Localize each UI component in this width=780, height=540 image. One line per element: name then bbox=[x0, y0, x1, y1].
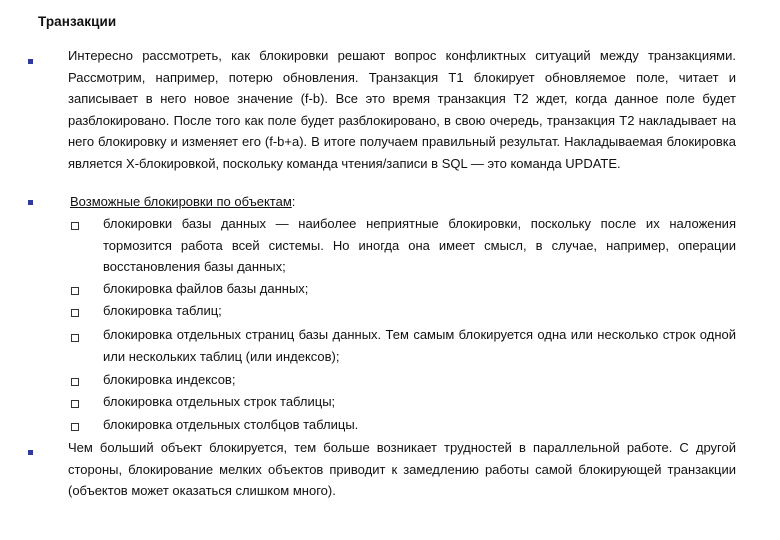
sub-item-column-locks: блокировка отдельных столбцов таблицы. bbox=[103, 417, 359, 432]
sub-item-database-locks: блокировки базы данных — наиболее неприятные блокировки, поскольку после их наложения тормозится работа всей системы. Но иногда она имеет смысл, в случае, например, операции восстановления базы данных; bbox=[103, 216, 736, 275]
hollow-square-bullet-icon bbox=[71, 378, 79, 386]
heading-colon: : bbox=[291, 194, 296, 209]
hollow-square-bullet-icon bbox=[71, 287, 79, 295]
hollow-square-bullet-icon bbox=[71, 222, 79, 230]
square-bullet-icon bbox=[28, 200, 33, 205]
objects-locks-heading bbox=[70, 193, 295, 211]
hollow-square-bullet-icon bbox=[71, 423, 79, 431]
hollow-square-bullet-icon bbox=[71, 400, 79, 408]
hollow-square-bullet-icon bbox=[71, 309, 79, 317]
square-bullet-icon bbox=[28, 59, 33, 64]
paragraph-lock-granularity: Чем больший объект блокируется, тем больше возникает трудностей в параллельной работе. С другой стороны, блокирование мелких объектов приводит к замедлению работы самой блокирующей транзакции (объектов может оказаться слишком много). bbox=[68, 440, 736, 499]
square-bullet-icon bbox=[28, 450, 33, 455]
sub-item-index-locks: блокировка индексов; bbox=[103, 372, 236, 387]
slide-title: Транзакции bbox=[38, 14, 117, 29]
sub-item-page-locks: блокировка отдельных страниц базы данных. Тем самым блокируется одна или несколько строк одной или нескольких таблиц (или индексов); bbox=[103, 327, 736, 364]
objects-locks-heading-text: Возможные блокировки по объектам bbox=[70, 194, 292, 209]
sub-item-row-locks: блокировка отдельных строк таблицы; bbox=[103, 394, 336, 409]
sub-item-file-locks: блокировка файлов базы данных; bbox=[103, 281, 309, 296]
sub-item-table-locks: блокировка таблиц; bbox=[103, 303, 222, 318]
paragraph-locks-conflicts: Интересно рассмотреть, как блокировки решают вопрос конфликтных ситуаций между транзакциями. Рассмотрим, например, потерю обновления. Транзакция Т1 блокирует обновляемое поле, читает и записывает в него новое значение (f-b). Все это время транзакция Т2 ждет, когда данное поле будет разблокировано. После того как поле будет разблокировано, в свою очередь, транзакция Т2 накладывает на него блокировку и изменяет его (f-b+a). В итоге получаем правильный результат. Накладываемая блокировка является Х-блокировкой, поскольку команда чтения/записи в SQL — это команда UPDATE. bbox=[68, 48, 736, 171]
hollow-square-bullet-icon bbox=[71, 334, 79, 342]
